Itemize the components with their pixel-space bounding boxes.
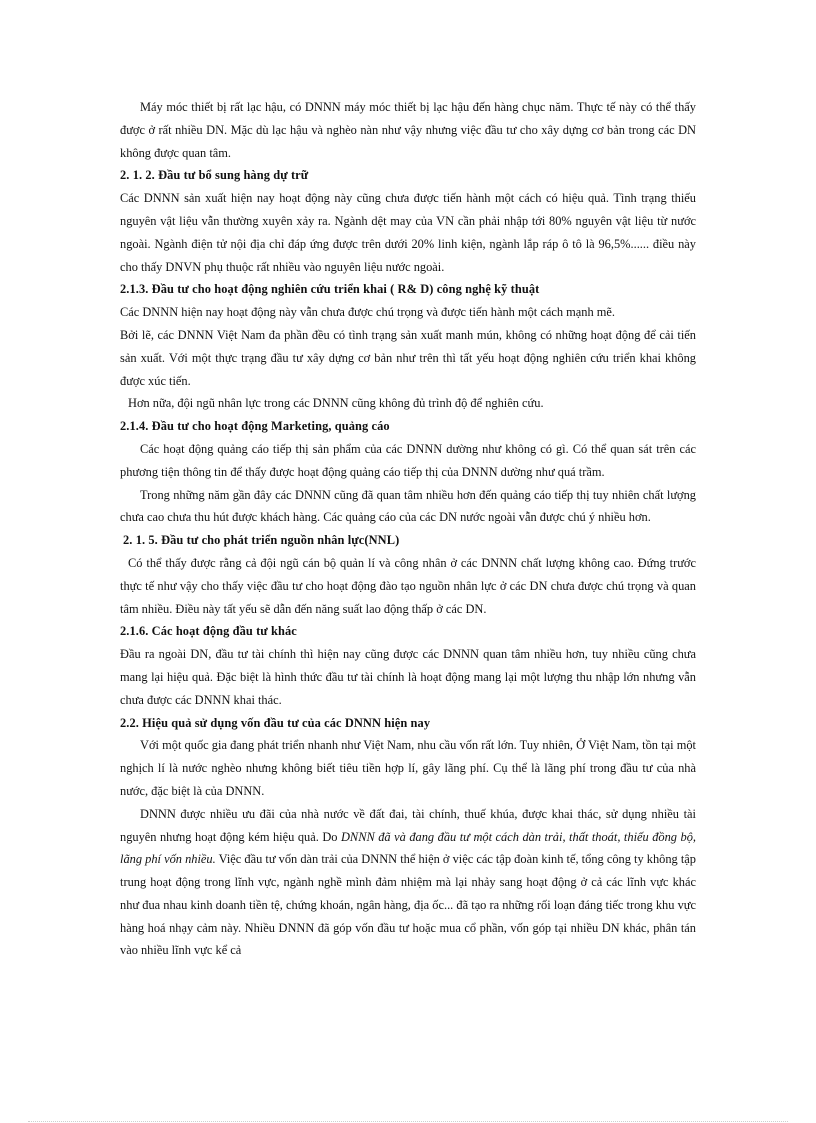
- heading-2-1-4: 2.1.4. Đầu tư cho hoạt động Marketing, quảng cáo: [120, 419, 390, 434]
- paragraph-rd-reason: Bởi lẽ, các DNNN Việt Nam đa phần đều có tình trạng sản xuất manh mún, không có những hoạt động để cải tiến sản xuất. Với một thực trạng đầu tư xây dựng cơ bản như trên thì tất yếu hoạt động nghiên cứu triển khai không được xúc tiến.: [120, 327, 696, 388]
- paragraph-efficiency-2-end: Việc đầu tư vốn dàn trải của DNNN thể hiện ở việc các tập đoàn kinh tế, tổng công ty không tập trung hoạt động trong lĩnh vực, ngành nghề mình đảm nhiệm mà lại nhảy sang hoạt động ở cả các lĩnh vực khác như đua nhau kinh doanh tiền tệ, chứng khoán, ngân hàng, địa ốc... đã tạo ra những rối loạn đáng tiếc trong khu vực hàng hoá nhạy cảm này. Nhiều DNNN đã góp vốn đầu tư hoặc mua cổ phần, vốn góp tại nhiều DN khác, phân tán vào nhiều lĩnh vực kể cả: [120, 852, 696, 958]
- paragraph-marketing-2: Trong những năm gần đây các DNNN cũng đã quan tâm nhiều hơn đến quảng cáo tiếp thị tuy nhiên chất lượng chưa cao chưa thu hút được khách hàng. Các quảng cáo của các DN nước ngoài vẫn được chú ý nhiều hơn.: [120, 487, 696, 525]
- document-page: [120, 96, 696, 962]
- paragraph-efficiency-1: Với một quốc gia đang phát triển nhanh như Việt Nam, nhu cầu vốn rất lớn. Tuy nhiên, Ở Việt Nam, tồn tại một nghịch lí là nước nghèo nhưng không biết tiêu tiền hợp lí, gây lãng phí. Cụ thể là lãng phí trong đầu tư của nhà nước, đặc biệt là của DNNN.: [120, 738, 696, 798]
- heading-2-1-6: 2.1.6. Các hoạt động đầu tư khác: [120, 624, 297, 639]
- heading-2-2: 2.2. Hiệu quả sử dụng vốn đầu tư của các DNNN hiện nay: [120, 715, 431, 730]
- paragraph-efficiency-2-italic: DNNN đã và đang đầu tư một cách dàn trải, thất thoát, thiếu đồng bộ, lãng phí vốn nhiều.: [120, 829, 696, 867]
- paragraph-rd-staff: Hơn nữa, đội ngũ nhân lực trong các DNNN cũng không đủ trình độ để nghiên cứu.: [128, 396, 544, 411]
- paragraph-rd-intro: Các DNNN hiện nay hoạt động này vẫn chưa được chú trọng và được tiến hành một cách mạnh mẽ.: [120, 305, 616, 320]
- heading-2-1-5: 2. 1. 5. Đầu tư cho phát triển nguồn nhân lực(NNL): [123, 533, 400, 548]
- paragraph-human-resources: Có thể thấy được rằng cả đội ngũ cán bộ quản lí và công nhân ở các DNNN chất lượng không cao. Đứng trước thực tế như vậy cho thấy việc đầu tư cho hoạt động đào tạo nguồn nhân lực ở các DN chưa được chú trọng và quan tâm nhiều. Điều này tất yếu sẽ dẫn đến năng suất lao động thấp ở các DN.: [120, 555, 696, 616]
- paragraph-efficiency-2-start: DNNN được nhiều ưu đãi của nhà nước về đất đai, tài chính, thuế khúa, được khai thác, sử dụng nhiều tài nguyên nhưng hoạt động kém hiệu quả. Do: [120, 806, 696, 844]
- heading-2-1-3: 2.1.3. Đầu tư cho hoạt động nghiên cứu triển khai ( R& D) công nghệ kỹ thuật: [120, 282, 540, 297]
- paragraph-efficiency-2: [120, 803, 696, 963]
- paragraph-inventory: Các DNNN sản xuất hiện nay hoạt động này cũng chưa được tiến hành một cách có hiệu quả. Tình trạng thiếu nguyên vật liệu vẫn thường xuyên xảy ra. Ngành dệt may của VN cần phải nhập tới 80% nguyên vật liệu từ nước ngoài. Ngành điện tử nội địa chỉ đáp ứng được trên dưới 20% linh kiện, ngành lắp ráp ô tô là 96,5%...... điều này cho thấy DNVN phụ thuộc rất nhiều vào nguyên liệu nước ngoài.: [120, 191, 696, 274]
- paragraph-machinery: Máy móc thiết bị rất lạc hậu, có DNNN máy móc thiết bị lạc hậu đến hàng chục năm. Thực tế này có thể thấy được ở rất nhiều DN. Mặc dù lạc hậu và nghèo nàn như vậy nhưng việc đầu tư cho xây dựng cơ bản trong các DN không được quan tâm.: [120, 100, 696, 160]
- paragraph-other-investments: Đầu ra ngoài DN, đầu tư tài chính thì hiện nay cũng được các DNNN quan tâm nhiều hơn, tuy nhiều cũng chưa mang lại hiệu quả. Đặc biệt là hình thức đầu tư tài chính là hoạt động mang lại một lượng thu nhập lớn nhưng vẫn chưa được các DNNN khai thác.: [120, 647, 696, 707]
- heading-2-1-2: 2. 1. 2. Đầu tư bổ sung hàng dự trữ: [120, 168, 309, 183]
- page-bottom-border: [28, 1121, 788, 1122]
- paragraph-marketing-1: Các hoạt động quảng cáo tiếp thị sản phẩm của các DNNN dường như không có gì. Có thể quan sát trên các phương tiện thông tin để thấy được hoạt động quảng cáo tiếp thị của DNNN dường như quá trầm.: [120, 441, 696, 479]
